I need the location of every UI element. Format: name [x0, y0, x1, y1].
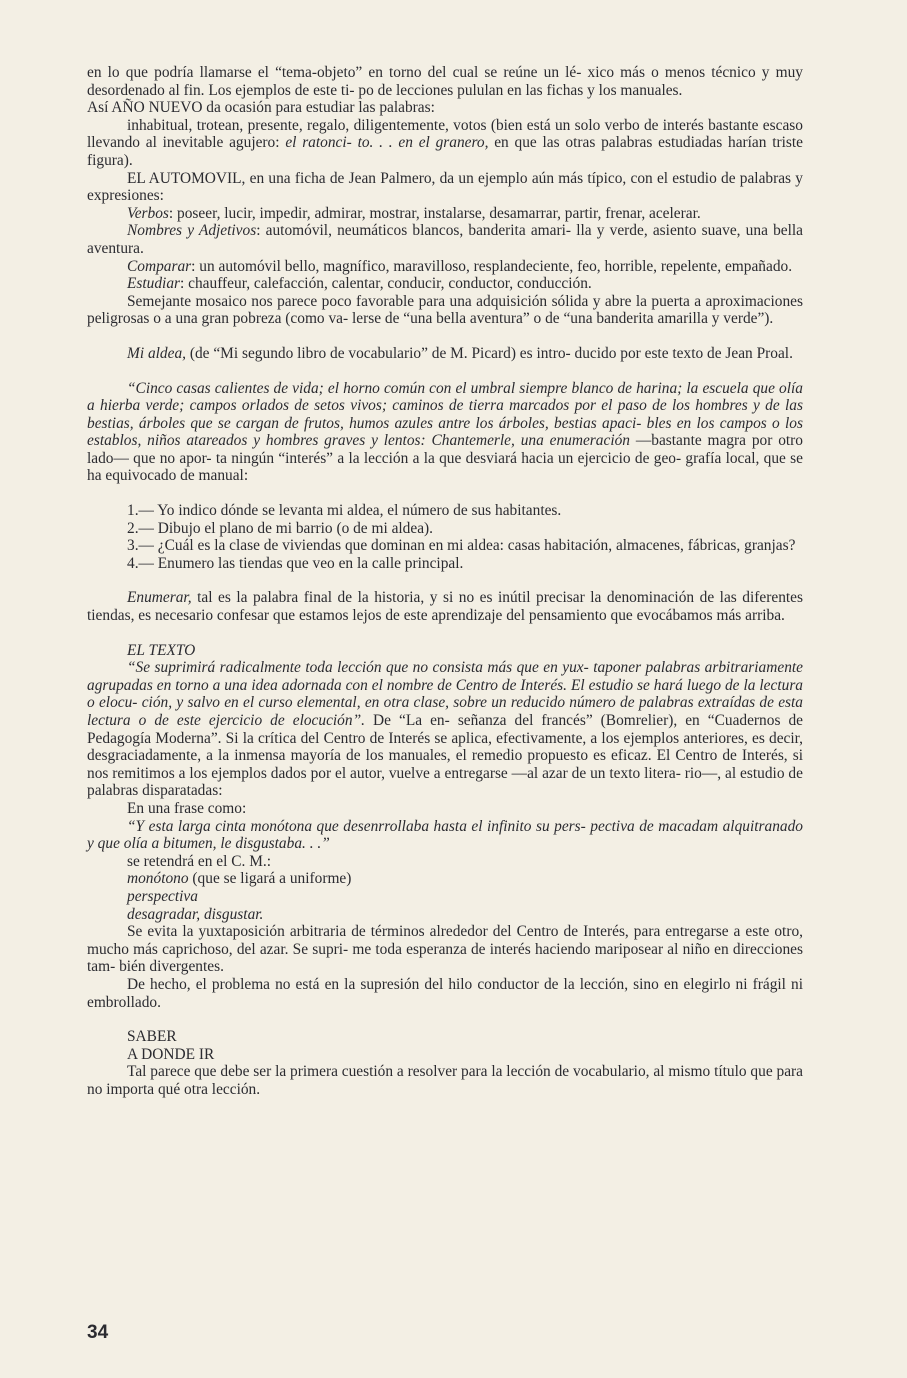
text-line: ta ningún “interés” a la lección a la que desviará hacia un ejercicio de geo-: [215, 449, 682, 467]
paragraph-comparar: [87, 258, 803, 276]
text-line: la crítica del Centro de Interés se aplica, efectivamente, a los ejemplos: [242, 729, 680, 747]
paragraph-word-list: [87, 117, 803, 170]
quote-line: ción, y salvo en el curso elemental, en otra clase, sobre un reducido número de: [141, 694, 635, 712]
text-line: ejemplos dados por el autor, vuelve a entregarse —al azar de un texto litera-: [211, 764, 681, 782]
quote-line: blanco de harina; la escuela que olía a hierba verde; campos orlados de setos: [87, 379, 803, 415]
italic-label: Verbos: [127, 204, 169, 222]
text-line: : automóvil, neumáticos blancos, banderita amari-: [256, 222, 572, 240]
quote-line: pectiva de macadam alquitranado y que olía a bitumen, le disgustaba. . .”: [87, 817, 803, 853]
text-line: inhabitual, trotean, presente, regalo, diligentemente, votos (bien está un: [127, 116, 571, 134]
quote-line: árboles que se cargan de frutos, humos azules antre los árboles, bestias apaci-: [138, 414, 642, 432]
text-line: po de lecciones pululan en las fichas y los manuales.: [358, 81, 683, 99]
text-line: señanza del francés” (Bomrelier), en “Cuadernos de Pedagogía Moderna”. Si: [87, 712, 803, 747]
italic-text: desagradar, disgustar.: [127, 905, 264, 923]
text-line: lección, sino en elegirlo ni frágil ni embrollado.: [87, 975, 803, 1011]
text-line: Así AÑO NUEVO da ocasión para estudiar las palabras:: [87, 99, 435, 117]
text-line: y abre la puerta a aproximaciones peligrosas o a una gran pobreza (como va-: [87, 292, 803, 328]
text-line: me toda esperanza de interés haciendo mariposear al niño en direcciones tam-: [87, 940, 803, 976]
italic-text: monótono: [127, 870, 189, 888]
text-line: anteriores, es decir, desgraciadamente, a la inmensa mayoría de los manuales,: [87, 729, 803, 765]
italic-title: Mi aldea,: [127, 344, 186, 362]
paragraph-frase: [87, 800, 803, 818]
list-item-4: [87, 555, 803, 573]
text-line: el remedio propuesto es eficaz. El Centro de Interés, si nos remitimos a los: [87, 747, 803, 782]
paragraph-mosaico: [87, 293, 803, 328]
quote-line: palabras extraídas de esta lectura o de este ejercicio de elocución”.: [87, 694, 804, 729]
italic-label: Nombres y Adjetivos: [127, 222, 257, 240]
quote-line: el nombre de Centro de Interés. El estudio se hará luego de la lectura o elocu-: [87, 676, 803, 712]
text-line: xico más o menos técnico y muy desordenado al fin. Los ejemplos de este ti-: [87, 64, 803, 99]
show-through-decoration: [817, 78, 907, 218]
quote-line: taponer palabras arbitrariamente agrupadas en torno a una idea adornada con: [87, 659, 803, 694]
paragraph-verbos: [87, 205, 803, 223]
italic-text: perspectiva: [127, 887, 198, 905]
list-item-2: [87, 520, 803, 538]
text-line: EL AUTOMOVIL, en una ficha de Jean Palmero, da un ejemplo aún más: [127, 169, 584, 187]
paragraph-retendra: [87, 853, 803, 871]
text-line: partir, frenar, acelerar.: [564, 204, 701, 222]
paragraph-nombres: [87, 222, 803, 257]
text-line: Semejante mosaico nos parece poco favorable para una adquisición sólida: [127, 292, 589, 310]
text-line: en que las otras palabras estudiadas harían triste figura).: [87, 134, 804, 169]
paragraph-enumerar: [87, 589, 803, 624]
text-line: en lo que podría llamarse el “tema-objeto” en torno del cual se reúne un lé-: [87, 64, 582, 81]
text-line: (de “Mi segundo libro de vocabulario” de M. Picard) es intro-: [186, 344, 571, 362]
list-text: habitación, almacenes, fábricas, granjas?: [544, 537, 796, 555]
italic-label: Comparar: [127, 257, 192, 275]
text-line: Tal parece que debe ser la primera cuestión a resolver para la lección de: [127, 1063, 570, 1081]
quote-line: bles en los campos o los establos, niños atareados y hombres graves y lentos:: [87, 414, 803, 450]
paragraph-final: [87, 1063, 803, 1098]
text-line: lejos de este aprendizaje del pensamiento que evocábamos más arriba.: [352, 607, 785, 625]
text-line: típico, con el estudio de palabras y expresiones:: [87, 169, 803, 205]
paragraph-automovil: [87, 170, 803, 205]
text-line: se retendrá en el C. M.:: [127, 852, 272, 870]
quote-line: “Y esta larga cinta monótona que desenrrollaba hasta el infinito su pers-: [127, 817, 586, 835]
text-line: grafía local, que se ha equivocado de manual:: [87, 449, 803, 485]
paragraph-mi-aldea: [87, 345, 803, 363]
word-monotono: [87, 870, 803, 888]
paragraph-frase-quote: [87, 818, 803, 853]
text-line: : chauffeur, calefacción, calentar, conducir, conductor, conducción.: [180, 275, 592, 293]
paragraph-estudiar: [87, 275, 803, 293]
text-line: ducido por este texto de Jean Proal.: [574, 344, 793, 362]
text-line: bién divergentes.: [119, 958, 224, 976]
text-line: En una frase como:: [127, 799, 247, 817]
text-line: feo, horrible, repelente, empañado.: [577, 257, 793, 275]
text-line: vocabulario, al mismo título que para no importa qué otra lección.: [87, 1063, 803, 1098]
quote-line: vivos; caminos de tierra marcados por el paso de los hombres y de las bestias,: [87, 397, 803, 432]
paragraph-el-texto: [87, 659, 803, 800]
paragraph-ano-nuevo: [87, 99, 803, 117]
italic-text: Enumerar,: [127, 589, 192, 607]
text-line: —bastante magra por otro lado— que no apor-: [87, 432, 803, 467]
list-item-1: [87, 502, 803, 520]
text-column: [87, 64, 803, 1098]
quote-line: “Se suprimirá radicalmente toda lección que no consista más que en yux-: [127, 659, 589, 677]
quote-line: Chantemerle, una enumeración: [431, 432, 630, 450]
section-heading-a-donde-ir: [87, 1046, 803, 1064]
text-line: : un automóvil bello, magnífico, maravilloso, resplandeciente,: [191, 257, 574, 275]
italic-text: to. . . en el granero,: [357, 134, 489, 152]
text-line: De “La en-: [364, 712, 450, 729]
paragraph-de-hecho: [87, 976, 803, 1011]
word-desagradar: [87, 906, 803, 924]
page-number: 34: [87, 1322, 109, 1343]
text-line: : poseer, lucir, impedir, admirar, mostrar, instalarse, desamarrar,: [168, 204, 561, 222]
list-text: 1.— Yo indico dónde se levanta mi aldea, el número de sus habitantes.: [127, 502, 562, 520]
section-heading-saber: [87, 1028, 803, 1046]
text-line: lla y verde, asiento suave, una bella aventura.: [87, 222, 803, 257]
text-line: (que se ligará a uniforme): [188, 870, 352, 888]
paragraph-intro: [87, 64, 803, 99]
text-line: lerse de “una bella aventura” o de “una banderita amarilla y verde”).: [351, 310, 774, 328]
list-text: 2.— Dibujo el plano de mi barrio (o de mi aldea).: [127, 519, 434, 537]
text-line: Interés, para entregarse a este otro, mucho más caprichoso, del azar. Se supri-: [87, 923, 803, 958]
paragraph-quote-proal: [87, 380, 803, 486]
text-line: solo verbo de interés bastante escaso llevando al inevitable agujero:: [87, 116, 803, 152]
heading-text: A DONDE IR: [127, 1045, 215, 1063]
paragraph-se-evita: [87, 923, 803, 976]
list-item-3: [87, 537, 803, 555]
italic-label: Estudiar: [127, 275, 181, 293]
heading-text: SABER: [127, 1028, 177, 1046]
text-line: la denominación de las diferentes tiendas, es necesario confesar que estamos: [87, 589, 803, 625]
list-text: 3.— ¿Cuál es la clase de viviendas que dominan en mi aldea: casas: [127, 537, 541, 555]
text-line: rio—, al estudio de palabras disparatadas:: [87, 764, 803, 800]
text-line: De hecho, el problema no está en la supresión del hilo conductor de la: [127, 975, 575, 993]
quote-line: “Cinco casas calientes de vida; el horno común con el umbral siempre: [127, 379, 568, 397]
word-perspectiva: [87, 888, 803, 906]
text-line: Se evita la yuxtaposición arbitraria de términos alrededor del Centro de: [127, 923, 579, 941]
heading-text: EL TEXTO: [127, 641, 196, 659]
text-line: tal es la palabra final de la historia, y si no es inútil precisar: [191, 589, 585, 607]
section-heading-el-texto: [87, 642, 803, 660]
list-text: 4.— Enumero las tiendas que veo en la calle principal.: [127, 554, 464, 572]
italic-text: el ratonci-: [285, 134, 352, 152]
